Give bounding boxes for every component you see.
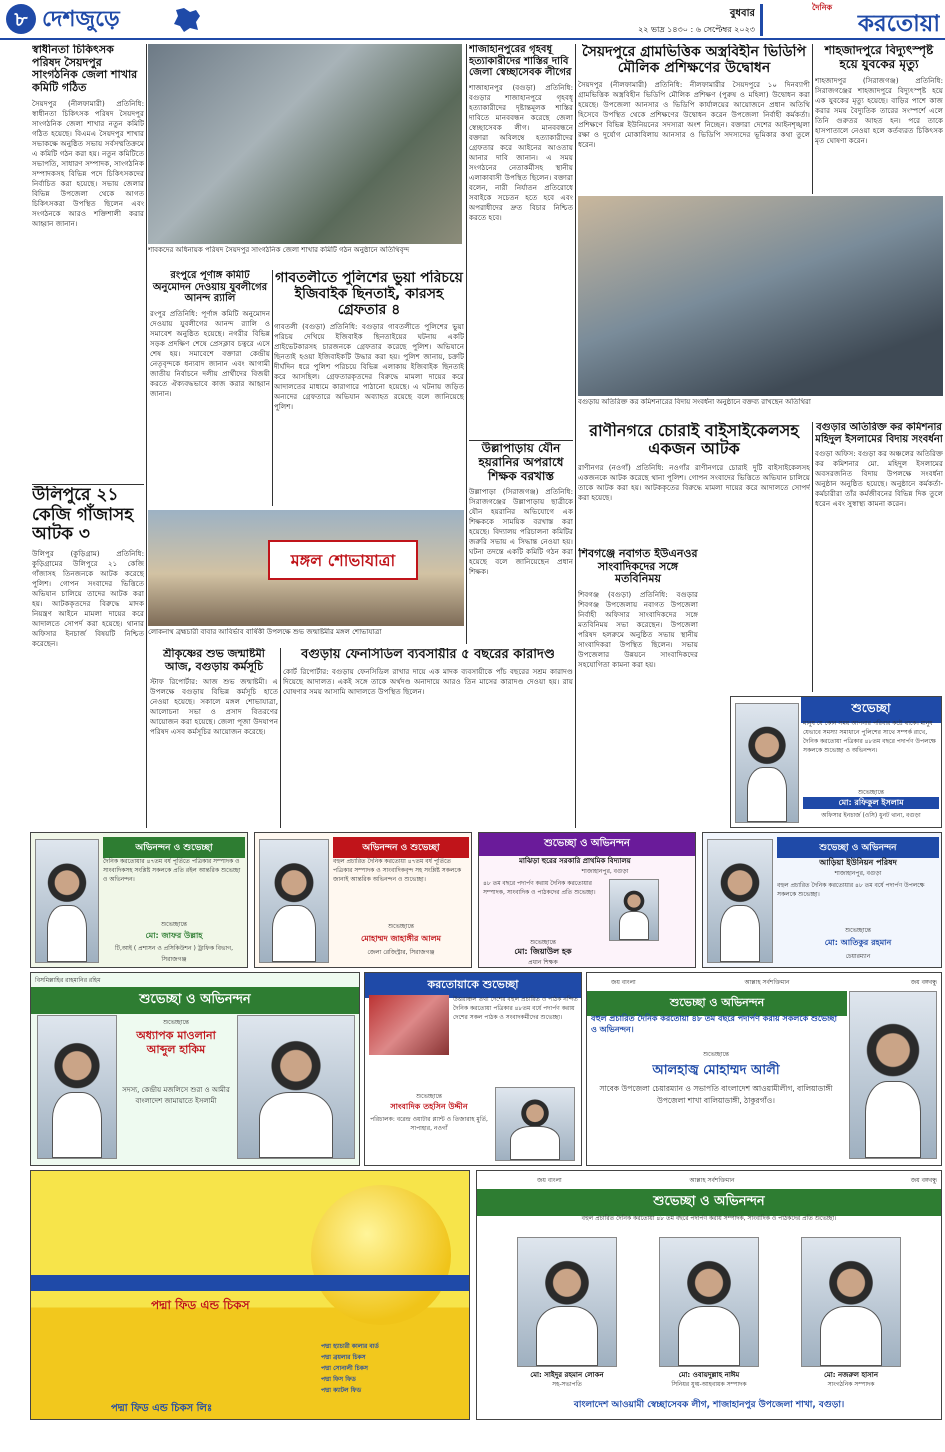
date-label: ২২ ভাদ্র ১৪৩০ : ৬ সেপ্টেম্বর ২০২৩ xyxy=(638,25,755,34)
ad-text: উত্তরাঞ্চল তথা দেশের বহুল প্রচারিত ও পাঠক নন্দিত দৈনিক করতোয়া পত্রিকার ৪৮তম বর্ষে পদার্পণ করায় দেশের সকল পাঠক ও সংবাদকর্মীদের শুভেচ্ছা। xyxy=(453,996,578,1021)
article-headline: সৈয়দপুরে গ্রামভিত্তিক অস্ত্রবিহীন ভিডিপি মৌলিক প্রশিক্ষণের উদ্বোধন xyxy=(581,44,807,77)
person-photo xyxy=(495,1087,575,1161)
article-headline: উলিপুরে ২১ কেজি গাঁজাসহ আটক ৩ xyxy=(32,486,134,545)
ad-role: সাবেক উপজেলা চেয়ারম্যান ও সভাপতি বাংলাদেশ আওয়ামীলীগ, বালিয়াডাঙ্গী উপজেলা শাখা বালিয়াডাঙ্গী, ঠাকুরগাঁও। xyxy=(599,1084,833,1105)
ad-title: শুভেচ্ছা xyxy=(801,697,941,723)
article-body: শাহজাদপুর (সিরাজগঞ্জ) প্রতিনিধি: সিরাজগঞ্জের শাহজাদপুরে বিদ্যুৎস্পৃষ্ট হয়ে এক যুবকের মৃত্যু হয়েছে। বাড়ির পাশে কাজ করার সময় বৈদ্যুতিক তারের সংস্পর্শে এলে তিনি গুরুতর আহত হন। পরে তাকে হাসপাতালে নেওয়া হলে কর্তব্যরত চিকিৎসক মৃত ঘোষণা করেন। xyxy=(815,75,943,145)
ad-title: শুভেচ্ছা ও অভিনন্দন xyxy=(479,833,695,856)
article-a6 xyxy=(469,442,573,644)
ad-footer: বাংলাদেশ আওয়ামী স্বেচ্ছাসেবক লীগ, শাজাহানপুর উপজেলা শাখা, বগুড়া। xyxy=(573,1400,845,1410)
ad-title: শুভেচ্ছা ও অভিনন্দন xyxy=(31,987,359,1014)
ad-title: শুভেচ্ছা ও অভিনন্দন xyxy=(587,991,847,1016)
ad-title: শুভেচ্ছা ও অভিনন্দন xyxy=(477,1189,941,1216)
person-photo xyxy=(707,839,773,963)
news-photo-training xyxy=(578,196,943,396)
ad-title: অভিনন্দন ও শুভেচ্ছা xyxy=(103,837,245,858)
ad-greeting-union xyxy=(702,832,942,968)
ad-role: চেয়ারম্যান xyxy=(845,953,871,960)
article-a12 xyxy=(150,648,278,828)
page-number-badge: ৮ xyxy=(6,4,36,34)
ad-top-mid: আল্লাহ সর্বশক্তিমান xyxy=(744,979,790,986)
ad-role: পরিচালক: বরেন্দ্র ওয়াটার প্ল্যান্ট ও তিজারাহ মুর্তি, সাপাহার, নওগাঁ xyxy=(370,1116,488,1132)
person-photo xyxy=(609,879,659,941)
ad-greeting-journalist xyxy=(364,972,582,1166)
ad-company: পদ্মা ফিড এন্ড চিকস লিঃ xyxy=(111,1403,213,1414)
column-rule xyxy=(812,44,813,194)
ad-greeting-chairman xyxy=(586,972,942,1166)
map-logo-icon xyxy=(170,6,204,34)
article-body: সৈয়দপুর (নীলফামারী) প্রতিনিধি: স্বাধীনতা চিকিৎসক পরিষদ সৈয়দপুর সাংগঠনিক জেলা শাখার নতুন কমিটি গঠিত হয়েছে। বিএমএ সৈয়দপুর শাখার সভাকক্ষে অনুষ্ঠিত সভায় সর্বসম্মতিক্রমে এ কমিটি গঠন করা হয়। নতুন কমিটিতে সভাপতি, সাধারণ সম্পাদক, সাংগঠনিক সম্পাদকসহ বিভিন্ন পদে চিকিৎসকদের নির্বাচিত করা হয়েছে। সভায় জেলার বিভিন্ন উপজেলা থেকে আগত চিকিৎসকরা উপস্থিত ছিলেন এবং সংগঠনকে আরও শক্তিশালী করার আহ্বান জানান। xyxy=(32,98,144,228)
ad-school: মাঝিড়া হুরের সরকারি প্রাথমিক বিদ্যালয় xyxy=(519,857,631,865)
masthead-divider xyxy=(760,4,763,36)
ad-greeting-school xyxy=(478,832,696,968)
article-body: স্টাফ রিপোর্টার: আজ শুভ জন্মাষ্টমী। এ উপলক্ষে বগুড়ায় বিভিন্ন কর্মসূচি হাতে নেওয়া হয়েছে। সকালে মঙ্গল শোভাযাত্রা, আলোচনা সভা ও প্রসাদ বিতরণের আয়োজন করা হয়েছে। জেলা পূজা উদযাপন পরিষদ এসব কর্মসূচির আয়োজন করেছে। xyxy=(150,677,278,737)
article-headline: শিবগঞ্জে নবাগত ইউএনওর সাংবাদিকদের সঙ্গে মতবিনিময় xyxy=(578,548,698,586)
ad-text: দৈনিক করতোয়ার ৪৭তম বর্ষ পূর্তিতে পত্রিকার সম্পাদক ও সাংবাদিকসহ সংশ্লিষ্ট সকলকে প্রতি রইল আন্তরিক শুভেচ্ছা ও অভিনন্দন। xyxy=(103,858,241,883)
ad-name: মো: রফিকুল ইসলাম xyxy=(803,797,939,809)
ad-text: বহুল প্রচারিত দৈনিক করতোয়া ৪৮ তম বছরে পদার্পণ করায় সকলকে শুভেচ্ছা ও অভিনন্দন। xyxy=(591,1014,837,1034)
article-body: শাজাহানপুর (বগুড়া) প্রতিনিধি: বগুড়ার শাজাহানপুরে গৃহবধূ হত্যাকারীদের দৃষ্টান্তমূলক শাস্তির দাবিতে মানববন্ধন করেছে জেলা স্বেচ্ছাসেবক লীগ। মানববন্ধনে বক্তারা অবিলম্বে হত্যাকারীদের গ্রেফতার করে আইনের আওতায় আনার দাবি জানান। এ সময় সংগঠনের নেতাকর্মীসহ স্থানীয় এলাকাবাসী উপস্থিত ছিলেন। বক্তারা বলেন, নারী নির্যাতন প্রতিরোধে সবাইকে সচেতন হতে হবে এবং অপরাধীদের দ্রুত বিচার নিশ্চিত করতে হবে। xyxy=(469,82,573,222)
article-a10 xyxy=(578,548,698,698)
news-photo-meeting xyxy=(148,44,462,244)
ad-text: বহুল প্রচারিত দৈনিক করতোয়া ৪৮ তম বছরে পদার্পণ করায় সম্পাদক, সাংবাদিক ও পাঠকদের প্রতি শুভেচ্ছা। xyxy=(581,1215,837,1222)
article-a5 xyxy=(469,44,573,438)
article-headline: বগুড়ার অতিরিক্ত কর কমিশনার মহিদুল ইসলামের বিদায় সংবর্ধনা xyxy=(815,422,943,445)
ad-place: শাজাহানপুর, বগুড়া xyxy=(834,870,882,877)
ad-greeting-jamaat xyxy=(30,972,360,1166)
member-name: মো: নজরুল হাসান xyxy=(824,1371,878,1379)
paper-logo: করতোয়া xyxy=(857,11,940,37)
ad-greeter: শুভেচ্ছান্তে xyxy=(857,789,884,796)
ad-header: বিসমিল্লাহির রাহমানির রহিম xyxy=(35,977,101,984)
article-a8 xyxy=(815,44,943,194)
article-a4 xyxy=(274,270,464,506)
poultry-graphic xyxy=(311,1185,451,1325)
ad-name: মো: জিয়াউল হক xyxy=(514,947,572,956)
article-a9 xyxy=(578,422,810,542)
member-name: মো: সাইদুর রহমান লোকন xyxy=(530,1371,604,1379)
article-headline: বগুড়ায় ফেনসিডিল ব্যবসায়ীর ৫ বছরের কারাদণ্ড xyxy=(301,648,555,662)
article-headline: স্বাধীনতা চিকিৎসক পরিষদ সৈয়দপুর সাংগঠনিক জেলা শাখার কমিটি গঠিত xyxy=(32,44,138,94)
article-a1 xyxy=(32,44,144,480)
ad-role: প্রধান শিক্ষক xyxy=(528,959,558,966)
product-list xyxy=(321,1341,461,1401)
ad-greeter: শুভেচ্ছান্তে xyxy=(415,1093,442,1100)
ad-name: মো: জাফর উল্লাহ xyxy=(145,931,203,940)
article-a13 xyxy=(283,648,573,828)
ad-greeter: শুভেচ্ছান্তে xyxy=(529,939,556,946)
ad-greeter: শুভেচ্ছান্তে xyxy=(160,921,187,928)
column-rule xyxy=(272,270,273,506)
ad-brand: পদ্মা ফিড এন্ড চিকস xyxy=(151,1298,250,1312)
ad-role: অফিসার ইনচার্জ (ওসি) ধুনট থানা, বগুড়া xyxy=(821,812,921,819)
article-body: শিবগঞ্জ (বগুড়া) প্রতিনিধি: বগুড়ার শিবগঞ্জ উপজেলায় নবাগত উপজেলা নির্বাহী অফিসার সাংবাদিকদের সঙ্গে মতবিনিময় সভা করেছেন। উপজেলা পরিষদ হলরুমে অনুষ্ঠিত সভায় স্থানীয় সাংবাদিকরা উপস্থিত ছিলেন। সভায় উপজেলার উন্নয়নে সাংবাদিকদের সহযোগিতা কামনা করা হয়। xyxy=(578,589,698,669)
member-name: মো: ওবায়দুল্লাহ নাঈম xyxy=(678,1371,740,1379)
article-headline: শ্রীকৃষ্ণের শুভ জন্মাষ্টমী আজ, বগুড়ায় কর্মসূচি xyxy=(163,648,265,673)
article-headline: রাণীনগরে চোরাই বাইসাইকেলসহ একজন আটক xyxy=(589,422,799,459)
person-photo xyxy=(259,839,329,963)
section-title: দেশজুড়ে xyxy=(42,7,120,32)
ad-text: ৪৮ তম বছরে পদার্পণ করায় দৈনিক করতোয়ার সম্পাদক, সাংবাদিক ও পাঠকদের প্রতি শুভেচ্ছা। xyxy=(483,880,596,896)
ad-role: সদস্য, কেন্দ্রীয় মজলিসে শুরা ও আমীর বাংলাদেশ জামায়াতে ইসলামী xyxy=(122,1086,230,1105)
ad-top-right: জয় বঙ্গবন্ধু xyxy=(910,1177,937,1184)
ad-greeting-oc xyxy=(730,696,942,828)
column-rule xyxy=(812,422,813,692)
product-item: পদ্মা সোনালী চিকস xyxy=(321,1365,368,1372)
article-body: রাণীনগর (নওগাঁ) প্রতিনিধি: নওগাঁর রাণীনগরে চোরাই দুটি বাইসাইকেলসহ একজনকে আটক করেছে থানা পুলিশ। গোপন সংবাদের ভিত্তিতে অভিযান চালিয়ে তাকে আটক করা হয়। আটককৃতের বিরুদ্ধে মামলা দায়ের করে আদালতে সোপর্দ করা হয়েছে। xyxy=(578,462,810,502)
ad-name: সাংবাদিক তহসিন উদ্দীন xyxy=(390,1102,468,1111)
member-role: সহ-সভাপতি xyxy=(552,1381,582,1388)
article-body: সৈয়দপুর (নীলফামারী) প্রতিনিধি: নীলফামারীর সৈয়দপুরে ১০ দিনব্যাপী গ্রামভিত্তিক অস্ত্রবিহীন ভিডিপি মৌলিক প্রশিক্ষণ (পুরুষ ও মহিলা) উদ্বোধন করা হয়েছে। উপজেলা আনসার ও ভিডিপি কার্যালয়ের আয়োজনে প্রধান অতিথি হিসেবে উপস্থিত থেকে প্রশিক্ষণের উদ্বোধন করেন উপজেলা নির্বাহী কর্মকর্তা। প্রশিক্ষণে বিভিন্ন ইউনিয়নের সদস্যরা অংশ নিচ্ছেন। বক্তারা দেশের আইনশৃঙ্খলা রক্ষা ও দুর্যোগ মোকাবিলায় আনসার ও ভিডিপি সদস্যদের ভূমিকার কথা তুলে ধরেন। xyxy=(578,80,810,150)
paper-small: দৈনিক xyxy=(812,3,833,12)
article-body: উল্লাপাড়া (সিরাজগঞ্জ) প্রতিনিধি: সিরাজগঞ্জের উল্লাপাড়ায় ছাত্রীকে যৌন হয়রানির অভিযোগে এক শিক্ষককে সাময়িক বরখাস্ত করা হয়েছে। বিদ্যালয় পরিচালনা কমিটির জরুরি সভায় এ সিদ্ধান্ত নেওয়া হয়। ঘটনা তদন্তে একটি কমিটি গঠন করা হয়েছে বলে জানিয়েছেন প্রধান শিক্ষক। xyxy=(469,487,573,577)
person-photo xyxy=(35,839,99,963)
article-body: রংপুর প্রতিনিধি: পূর্ণাঙ্গ কমিটি অনুমোদন দেওয়ায় যুবলীগের আনন্দ র‌্যালি ও সমাবেশ অনুষ্ঠিত হয়েছে। নগরীর বিভিন্ন সড়ক প্রদক্ষিণ শেষে প্রেসক্লাব চত্বরে এসে শেষ হয়। সমাবেশে বক্তারা কেন্দ্রীয় নেতৃবৃন্দকে ধন্যবাদ জানান এবং আগামী জাতীয় নির্বাচনে দলীয় প্রার্থীদের বিজয়ী করতে ঐক্যবদ্ধভাবে কাজ করার আহ্বান জানান। xyxy=(150,308,270,398)
ad-greeter: শুভেচ্ছান্তে xyxy=(844,927,871,934)
ad-top-mid: আল্লাহ সর্বশক্তিমান xyxy=(689,1177,735,1184)
person-photo xyxy=(801,1237,901,1367)
article-headline: উল্লাপাড়ায় যৌন হয়রানির অপরাধে শিক্ষক বরখাস্ত xyxy=(478,442,564,483)
ad-text: মানুষ যে কোন সময় আপনার পরিবার কষ্টে থাকে। মানুষ যেভাবে সমস্যা সমাধানে পুলিশের সাথে সম্পর্ক রাখে, দৈনিক করতোয়া পত্রিকার ৪৮তম বছরে পদার্পণ উপলক্ষে সকলকে শুভেচ্ছা ও অভিনন্দন। xyxy=(803,720,936,754)
person-photo xyxy=(237,1015,355,1159)
product-item: পদ্মা ব্রয়লার চিকস xyxy=(321,1354,366,1361)
ad-title: করতোয়াকে শুভেচ্ছা xyxy=(365,973,581,998)
ad-top-left: জয় বাংলা xyxy=(611,979,636,986)
day-label: বুধবার xyxy=(729,8,755,19)
rule xyxy=(32,484,144,485)
ad-name: অধ্যাপক মাওলানা আব্দুল হাকিম xyxy=(136,1029,216,1056)
ad-greeter: শুভেচ্ছান্তে xyxy=(387,923,414,930)
member-role: সাংগঠনিক সম্পাদক xyxy=(827,1381,875,1388)
column-rule xyxy=(280,648,281,828)
ad-title: অভিনন্দন ও শুভেচ্ছা xyxy=(333,837,469,858)
article-headline: শাজাহানপুরের গৃহবধূ হত্যাকারীদের শাস্তির দাবি জেলা স্বেচ্ছাসেবক লীগের xyxy=(469,44,572,78)
ad-greeter: শুভেচ্ছান্তে xyxy=(162,1019,189,1026)
ad-name: মো: আতিকুর রহমান xyxy=(824,938,892,947)
product-item: পদ্মা ক্যাটল ফিড xyxy=(321,1387,362,1394)
ad-title: শুভেচ্ছা ও অভিনন্দন xyxy=(777,837,939,858)
product-item: পদ্মা ফিস ফিড xyxy=(321,1376,356,1383)
column-rule xyxy=(146,44,147,828)
ad-org: আড়িয়া ইউনিয়ন পরিষদ xyxy=(819,858,897,867)
article-headline: শাহজাদপুরে বিদ্যুৎস্পৃষ্ট হয়ে যুবকের মৃত্যু xyxy=(824,44,934,71)
article-body: বগুড়া অফিস: বগুড়া কর অঞ্চলের অতিরিক্ত কর কমিশনার মো. মহিদুল ইসলামের অবসরজনিত বিদায় উপলক্ষে সংবর্ধনা অনুষ্ঠান অনুষ্ঠিত হয়েছে। অনুষ্ঠানে কর্মকর্তা-কর্মচারীরা তাঁর কর্মজীবনের বিভিন্ন দিক তুলে ধরেন এবং সুস্বাস্থ্য কামনা করেন। xyxy=(815,449,943,508)
column-rule xyxy=(575,44,576,828)
person-photo xyxy=(849,991,937,1159)
brand-stripe xyxy=(31,1275,469,1291)
article-body: কোর্ট রিপোর্টার: বগুড়ায় ফেনসিডিল রাখার দায়ে এক মাদক ব্যবসায়ীকে পাঁচ বছরের সশ্রম কারাদণ্ড দিয়েছে আদালত। একই সঙ্গে তাকে অর্থদণ্ড অনাদায়ে আরও তিন মাসের কারাদণ্ড দেওয়া হয়। রায় ঘোষণার সময় আসামি আদালতে উপস্থিত ছিলেন। xyxy=(283,666,573,696)
article-a11 xyxy=(815,422,943,692)
procession-banner: মঙ্গল শোভাযাত্রা xyxy=(268,540,418,580)
photo-caption: বগুড়ায় অতিরিক্ত কর কমিশনারের বিদায় সংবর্ধনা অনুষ্ঠানে বক্তব্য রাখছেন অতিথিরা xyxy=(578,398,811,406)
person-photo xyxy=(735,703,799,823)
article-headline: রংপুরে পূর্ণাঙ্গ কমিটি অনুমোদন দেওয়ায় যুবলীগের আনন্দ র‌্যালি xyxy=(152,270,268,304)
rule xyxy=(469,440,573,441)
ad-greeting-registrar xyxy=(254,832,472,968)
article-a7 xyxy=(578,44,810,184)
ad-place: শাজাহানপুর, বগুড়া xyxy=(581,868,629,875)
news-photo-procession xyxy=(148,510,464,626)
ad-role: টি,আই ( প্রশাসন ও প্রসিকিউশন ) ট্রাফিক বিভাগ, সিরাজগঞ্জ xyxy=(114,945,234,963)
ad-greeting-volunteer-league xyxy=(476,1170,942,1420)
ad-text: বহুল প্রচারিত দৈনিক করতোয়ার ৪৮ তম বর্ষে পদার্পণ উপলক্ষে সকলকে শুভেচ্ছা। xyxy=(777,882,925,898)
ad-name: মোহাম্মদ জাহাঙ্গীর আলম xyxy=(361,934,441,943)
ad-greeting-traffic xyxy=(30,832,248,968)
article-a3 xyxy=(32,486,144,826)
ad-role: জেলা রেজিস্ট্রার, সিরাজগঞ্জ xyxy=(367,949,435,956)
product-item: পদ্মা হ্যাচারী কালার বার্ড xyxy=(321,1343,379,1350)
person-photo xyxy=(517,1237,617,1367)
article-body: গাবতলী (বগুড়া) প্রতিনিধি: বগুড়ার গাবতলীতে পুলিশের ভুয়া পরিচয় দেখিয়ে ইজিবাইক ছিনতাইয়ের ঘটনায় একটি প্রাইভেটকারসহ চারজনকে গ্রেফতার করেছে পুলিশ। অভিযানে ছিনতাই হওয়া ইজিবাইকটি উদ্ধার করা হয়। পুলিশ জানায়, চক্রটি দীর্ঘদিন ধরে পুলিশ পরিচয়ে বিভিন্ন এলাকায় ইজিবাইক ছিনতাই করে আসছিল। গ্রেফতারকৃতদের বিরুদ্ধে মামলা দায়ের করে আদালতের মাধ্যমে কারাগারে পাঠানো হয়েছে। এ ঘটনায় জড়িত অন্যদের গ্রেফতারে অভিযান অব্যাহত রয়েছে বলে জানিয়েছে পুলিশ। xyxy=(274,322,464,412)
poster-photo xyxy=(37,1015,117,1159)
article-body: উলিপুর (কুড়িগ্রাম) প্রতিনিধি: কুড়িগ্রামের উলিপুরে ২১ কেজি গাঁজাসহ তিনজনকে আটক করেছে পুলিশ। গোপন সংবাদের ভিত্তিতে অভিযান চালিয়ে তাদের আটক করা হয়। আটককৃতদের বিরুদ্ধে মাদক নিয়ন্ত্রণ আইনে মামলা দায়ের করে আদালতে সোপর্দ করা হয়েছে। থানার অফিসার ইনচার্জ বিষয়টি নিশ্চিত করেছেন। xyxy=(32,548,144,648)
ad-name: আলহাজ্ব মোহাম্মদ আলী xyxy=(652,1063,780,1078)
column-rule xyxy=(466,44,467,644)
shop-photo xyxy=(369,995,449,1055)
ad-top-right: জয় বঙ্গবন্ধু xyxy=(910,979,937,986)
article-a2 xyxy=(150,270,270,506)
photo-caption: লোকনাথ ব্রহ্মচারী বাবার আবির্ভাব বার্ষিকী উপলক্ষে শুভ জন্মাষ্টমীর মঙ্গল শোভাযাত্রা xyxy=(148,628,382,636)
ad-greeter: শুভেচ্ছান্তে xyxy=(702,1051,729,1058)
member-role: সিনিয়র যুগ্ম-আহবায়ক সম্পাদক xyxy=(671,1381,747,1388)
ad-feed-company xyxy=(30,1170,470,1420)
photo-caption: শাবকদের অধিনায়ক পরিষদ সৈয়দপুর সাংগঠনিক জেলা শাখার কমিটি গঠন অনুষ্ঠানে অতিথিবৃন্দ xyxy=(148,246,410,254)
article-headline: গাবতলীতে পুলিশের ভুয়া পরিচয়ে ইজিবাইক ছিনতাই, কারসহ গ্রেফতার ৪ xyxy=(275,270,463,319)
ad-top-left: জয় বাংলা xyxy=(537,1177,562,1184)
ad-text: বহুল প্রচারিত দৈনিক করতোয়া ৪৭তম বর্ষ পূর্তিতে পত্রিকার সম্পাদক ও সাংবাদিকবৃন্দ সহ সংশ্লিষ্ট সকলকে জানাই আন্তরিক অভিনন্দন ও শুভেচ্ছা। xyxy=(333,858,462,883)
masthead xyxy=(0,0,945,40)
person-photo xyxy=(659,1237,759,1367)
